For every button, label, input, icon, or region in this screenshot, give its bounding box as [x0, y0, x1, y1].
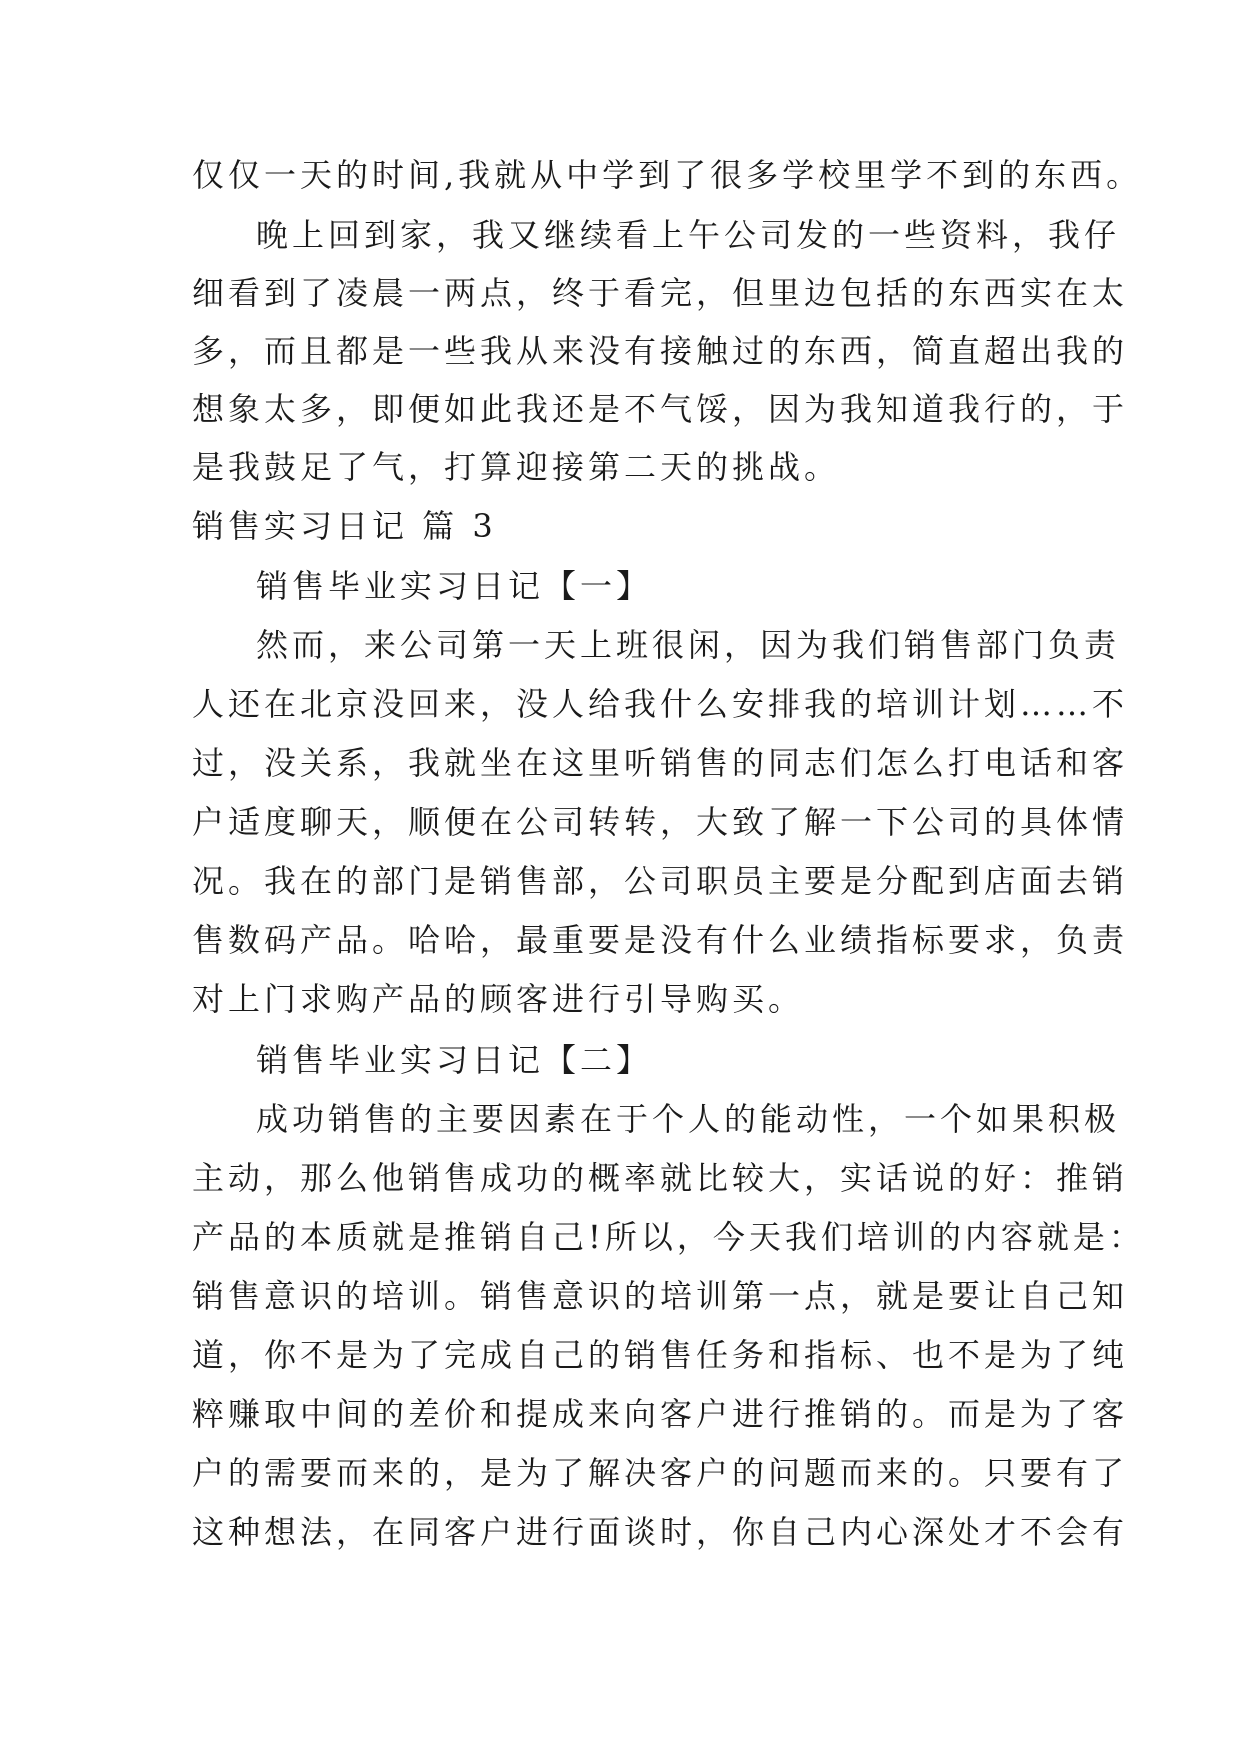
paragraph-line: 成功销售的主要因素在于个人的能动性，一个如果积极: [256, 1100, 1121, 1138]
section-heading: 销售实习日记 篇 3: [192, 507, 497, 545]
paragraph-line: 售数码产品。哈哈，最重要是没有什么业绩指标要求，负责: [192, 921, 1129, 959]
paragraph-line: 主动，那么他销售成功的概率就比较大，实话说的好：推销: [192, 1159, 1129, 1197]
paragraph-line: 对上门求购产品的顾客进行引导购买。: [192, 980, 805, 1018]
paragraph-line: 是我鼓足了气，打算迎接第二天的挑战。: [192, 448, 841, 486]
subsection-heading: 销售毕业实习日记【二】: [256, 1041, 653, 1079]
paragraph-line: 道，你不是为了完成自己的销售任务和指标、也不是为了纯: [192, 1336, 1129, 1374]
paragraph-line: 这种想法，在同客户进行面谈时，你自己内心深处才不会有: [192, 1513, 1129, 1551]
paragraph-line: 户适度聊天，顺便在公司转转，大致了解一下公司的具体情: [192, 803, 1129, 841]
paragraph-line: 晚上回到家，我又继续看上午公司发的一些资料，我仔: [256, 216, 1121, 254]
paragraph-line: 销售意识的培训。销售意识的培训第一点，就是要让自己知: [192, 1277, 1129, 1315]
paragraph-line: 过，没关系，我就坐在这里听销售的同志们怎么打电话和客: [192, 744, 1129, 782]
paragraph-line: 多，而且都是一些我从来没有接触过的东西，简直超出我的: [192, 332, 1129, 370]
paragraph-line: 细看到了凌晨一两点，终于看完，但里边包括的东西实在太: [192, 274, 1129, 312]
paragraph-line: 想象太多，即便如此我还是不气馁，因为我知道我行的，于: [192, 390, 1129, 428]
paragraph-line: 粹赚取中间的差价和提成来向客户进行推销的。而是为了客: [192, 1395, 1129, 1433]
paragraph-line: 户的需要而来的，是为了解决客户的问题而来的。只要有了: [192, 1454, 1129, 1492]
paragraph-line: 产品的本质就是推销自己!所以，今天我们培训的内容就是：: [192, 1218, 1145, 1256]
paragraph-line: 仅仅一天的时间,我就从中学到了很多学校里学不到的东西。: [192, 156, 1143, 194]
paragraph-line: 人还在北京没回来，没人给我什么安排我的培训计划……不: [192, 685, 1129, 723]
subsection-heading: 销售毕业实习日记【一】: [256, 567, 653, 605]
paragraph-line: 况。我在的部门是销售部，公司职员主要是分配到店面去销: [192, 862, 1129, 900]
paragraph-line: 然而，来公司第一天上班很闲，因为我们销售部门负责: [256, 626, 1121, 664]
